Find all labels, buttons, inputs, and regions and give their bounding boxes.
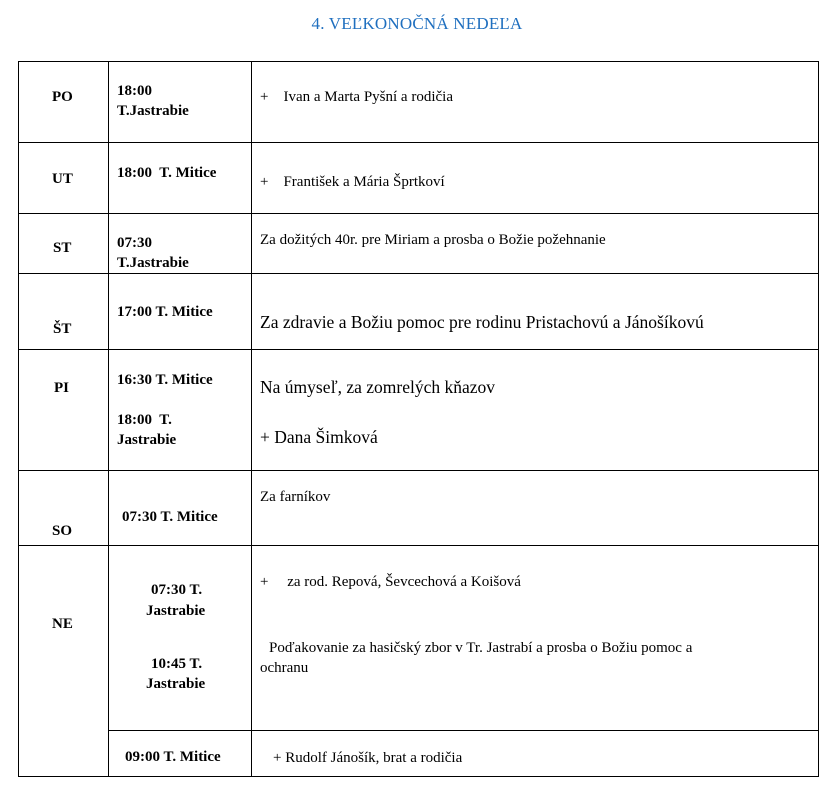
row-divider [18, 273, 819, 274]
intention: + Rudolf Jánošík, brat a rodičia [273, 750, 463, 766]
day-label: UT [52, 171, 73, 187]
row-divider [18, 142, 819, 143]
intention: + Dana Šimková [260, 427, 378, 447]
intention: Za dožitých 40r. pre Miriam a prosba o Božie požehnanie [260, 232, 606, 248]
day-label: PO [52, 89, 73, 105]
mass-place: Jastrabie [146, 676, 206, 692]
row-divider [18, 470, 819, 471]
column-divider [108, 61, 109, 777]
mass-place: T.Jastrabie [117, 255, 189, 271]
mass-time: 07:30 [117, 235, 152, 251]
intention: + za rod. Repová, Ševcechová a Koišová [260, 574, 521, 590]
day-label: ŠT [53, 321, 72, 337]
row-divider [18, 545, 819, 546]
mass-time: 07:30 T. Mitice [122, 509, 218, 525]
mass-time: 16:30 T. Mitice [117, 372, 213, 388]
mass-time: 17:00 T. Mitice [117, 304, 213, 320]
row-divider [18, 213, 819, 214]
mass-time: 18:00 [117, 83, 152, 99]
intention: Za zdravie a Božiu pomoc pre rodinu Pristachovú a Jánošíkovú [260, 312, 704, 332]
day-label: SO [52, 523, 73, 539]
intention: Za farníkov [260, 489, 331, 505]
mass-time: 18:00 T. [117, 412, 172, 428]
intention: Na úmyseľ, za zomrelých kňazov [260, 377, 496, 397]
mass-place: Jastrabie [117, 432, 177, 448]
table-border-bottom [18, 776, 819, 777]
row-divider-sunday [108, 730, 819, 731]
intention: ochranu [260, 660, 309, 676]
mass-time: 10:45 T. [151, 656, 203, 672]
intention: Poďakovanie za hasičský zbor v Tr. Jastrabí a prosba o Božiu pomoc a [269, 640, 693, 656]
day-label: PI [54, 380, 69, 396]
day-label: ST [53, 240, 72, 256]
row-divider [18, 349, 819, 350]
table-border-right [818, 61, 819, 777]
mass-place: T.Jastrabie [117, 103, 189, 119]
mass-time: 07:30 T. [151, 582, 203, 598]
table-border-left [18, 61, 19, 777]
mass-time: 09:00 T. Mitice [125, 749, 221, 765]
day-label: NE [52, 616, 73, 632]
table-border-top [18, 61, 819, 62]
page-title: 4. VEĽKONOČNÁ NEDEĽA [311, 14, 523, 33]
intention: + František a Mária Šprtkoví [260, 174, 445, 190]
mass-time: 18:00 T. Mitice [117, 165, 217, 181]
mass-place: Jastrabie [146, 603, 206, 619]
column-divider [251, 61, 252, 777]
intention: + Ivan a Marta Pyšní a rodičia [260, 89, 453, 105]
